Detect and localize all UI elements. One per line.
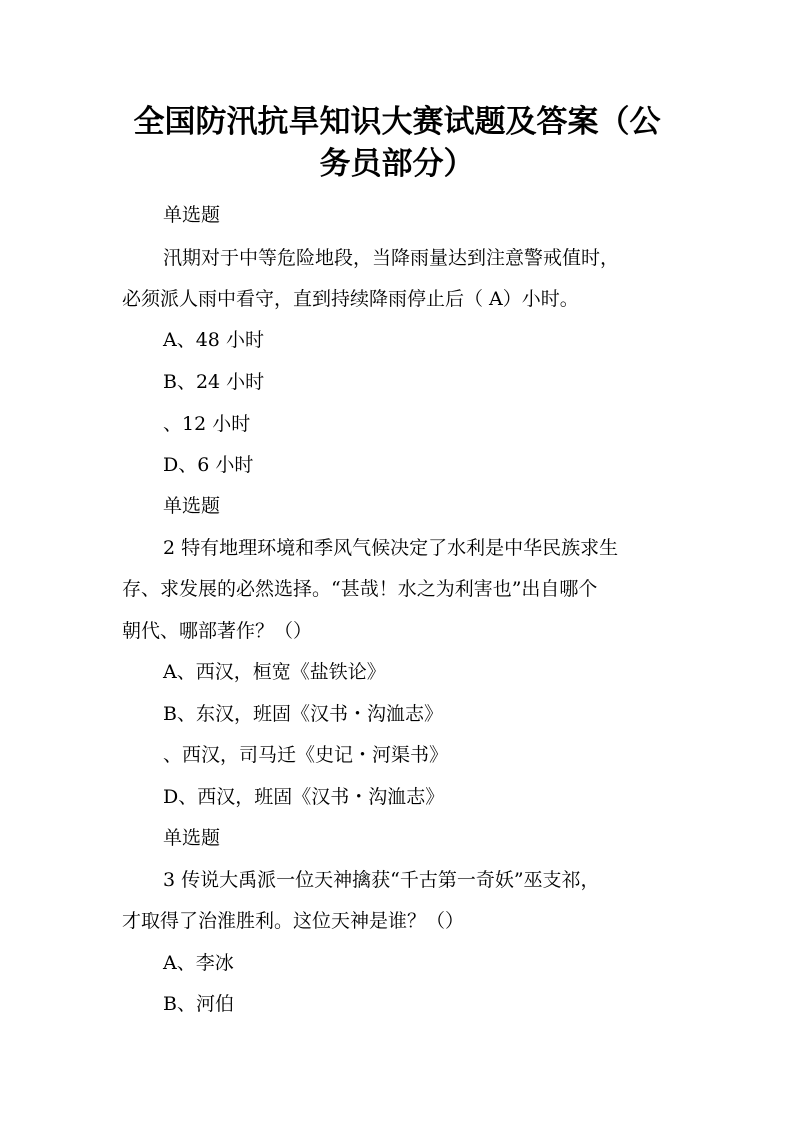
q2-type-label: 单选题 (163, 495, 221, 517)
q1-option-a: A、48 小时 (163, 329, 264, 351)
q2-option-d: D、西汉，班固《汉书・沟洫志》 (163, 786, 445, 808)
document-title-line-2: 务员部分） (319, 146, 475, 182)
q2-stem-line-2: 存、求发展的必然选择。“甚哉！水之为利害也”出自哪个 (122, 578, 598, 600)
q1-stem-line-2: 必须派人雨中看守，直到持续降雨停止后（ A）小时。 (122, 288, 579, 310)
q2-stem-line-1: 2 特有地理环境和季风气候决定了水利是中华民族求生 (163, 537, 619, 559)
q3-option-b: B、河伯 (163, 993, 234, 1015)
q1-stem-line-1: 汛期对于中等危险地段，当降雨量达到注意警戒值时， (163, 247, 620, 269)
q2-option-b: B、东汉，班固《汉书・沟洫志》 (163, 703, 443, 725)
q2-stem-line-3: 朝代、哪部著作？（） (122, 620, 313, 642)
q3-option-a: A、李冰 (163, 952, 234, 974)
q1-option-c: 、12 小时 (163, 413, 251, 435)
q2-option-a: A、西汉，桓宽《盐铁论》 (163, 661, 386, 683)
q1-option-d: D、6 小时 (163, 454, 254, 476)
q1-type-label: 单选题 (163, 204, 221, 226)
document-title-line-1: 全国防汛抗旱知识大赛试题及答案（公 (133, 104, 661, 140)
q2-option-c: 、西汉，司马迁《史记・河渠书》 (163, 744, 449, 766)
q3-stem-line-1: 3 传说大禹派一位天神擒获“千古第一奇妖”巫支祁， (163, 869, 600, 891)
q3-stem-line-2: 才取得了治淮胜利。这位天神是谁？（） (122, 910, 465, 932)
q3-type-label: 单选题 (163, 827, 221, 849)
q1-option-b: B、24 小时 (163, 371, 265, 393)
